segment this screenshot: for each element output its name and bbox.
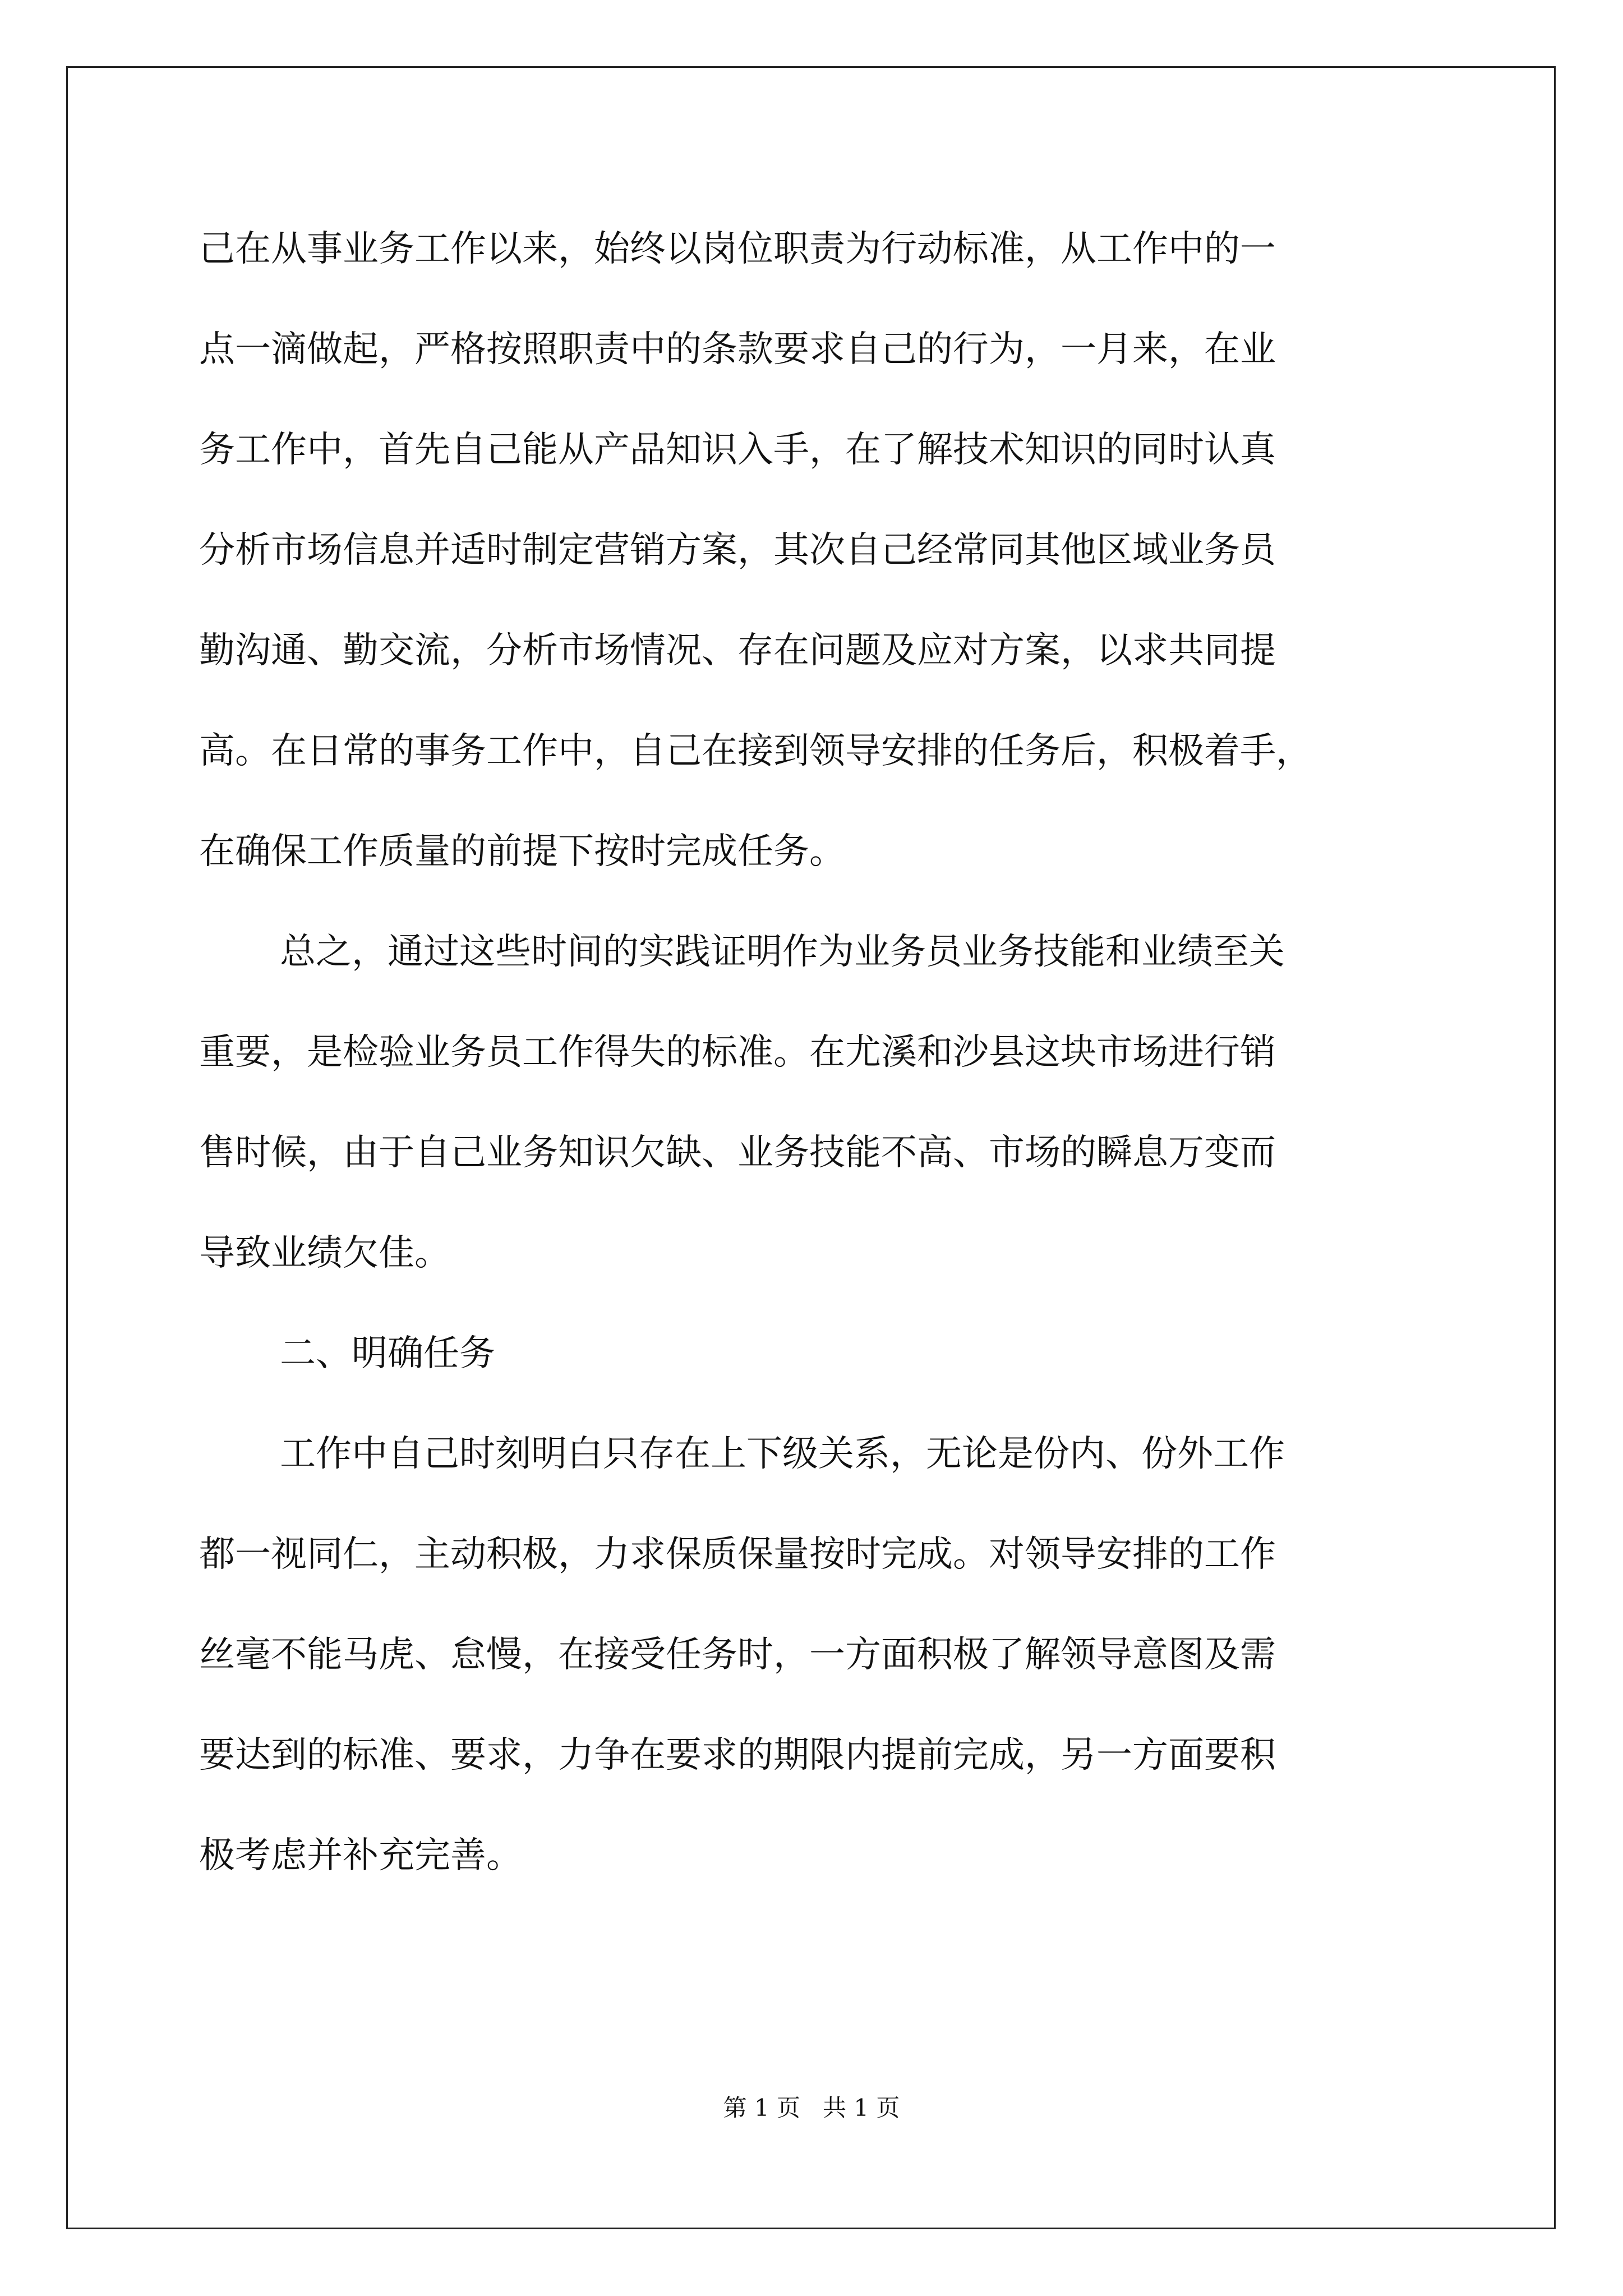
page-total: 共 1 页 — [823, 2094, 900, 2122]
text-line: 务工作中，首先自己能从产品知识入手，在了解技术知识的同时认真 — [199, 429, 1276, 471]
section-heading — [199, 1304, 1427, 1404]
page-footer — [0, 2090, 1623, 2123]
text-line: 工作中自己时刻明白只存在上下级关系，无论是份内、份外工作 — [280, 1433, 1285, 1475]
paragraph-4 — [199, 1404, 1427, 1906]
text-line: 点一滴做起，严格按照职责中的条款要求自己的行为，一月来，在业 — [199, 329, 1276, 370]
paragraph-1 — [199, 199, 1427, 902]
text-line: 极考虑并补充完善。 — [199, 1835, 522, 1876]
text-line: 高。在日常的事务工作中，自己在接到领导安排的任务后，积极着手， — [199, 730, 1312, 772]
text-line: 勤沟通、勤交流，分析市场情况、存在问题及应对方案，以求共同提 — [199, 630, 1276, 671]
text-line: 都一视同仁，主动积极，力求保质保量按时完成。对领导安排的工作 — [199, 1534, 1276, 1575]
text-line: 在确保工作质量的前提下按时完成任务。 — [199, 831, 845, 872]
text-line: 重要，是检验业务员工作得失的标准。在尤溪和沙县这块市场进行销 — [199, 1032, 1276, 1073]
text-line: 导致业绩欠佳。 — [199, 1232, 450, 1274]
paragraph-2 — [199, 902, 1427, 1304]
document-body — [199, 199, 1427, 1906]
text-line: 丝毫不能马虎、怠慢，在接受任务时，一方面积极了解领导意图及需 — [199, 1634, 1276, 1676]
text-line: 总之，通过这些时间的实践证明作为业务员业务技能和业绩至关 — [280, 931, 1285, 973]
text-line: 己在从事业务工作以来，始终以岗位职责为行动标准，从工作中的一 — [199, 228, 1276, 270]
text-line: 分析市场信息并适时制定营销方案，其次自己经常同其他区域业务员 — [199, 530, 1276, 571]
text-line: 要达到的标准、要求，力争在要求的期限内提前完成，另一方面要积 — [199, 1734, 1276, 1776]
heading-text: 二、明确任务 — [280, 1333, 495, 1374]
page-number: 第 1 页 — [723, 2094, 800, 2122]
text-line: 售时候，由于自己业务知识欠缺、业务技能不高、市场的瞬息万变而 — [199, 1132, 1276, 1174]
